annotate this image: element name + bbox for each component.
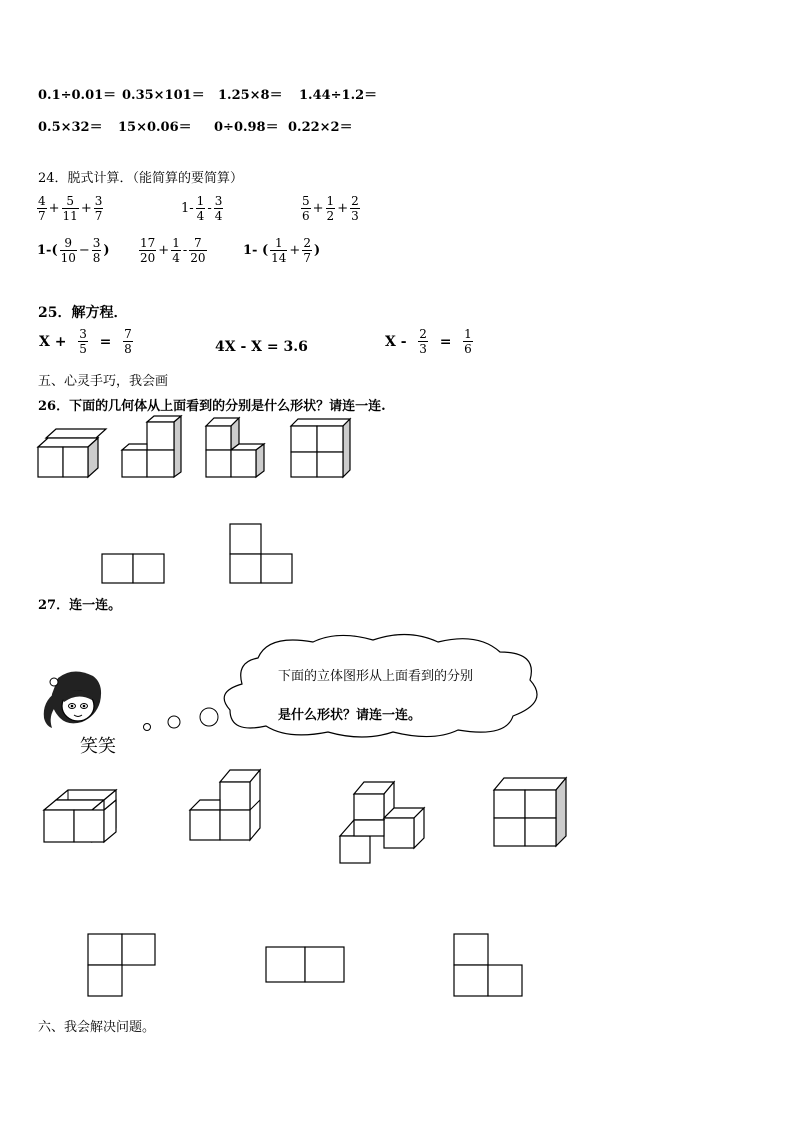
q24-expr-6: 1- ( $\frac{1}{14}$ + $\frac{2}{7}$ ) — [243, 236, 321, 265]
cube-figure-a — [44, 790, 116, 842]
section-5-heading: 五、心灵手巧，我会画 — [38, 374, 169, 389]
top-view-l-shape — [454, 934, 522, 996]
top-view-l-shape — [230, 524, 292, 583]
oral-item: 15×0.06＝ — [118, 120, 192, 135]
girl-illustration — [38, 668, 108, 730]
thought-bubble — [138, 630, 568, 742]
top-view-reverse-l — [88, 934, 155, 996]
top-view-1x2 — [102, 554, 164, 583]
cube-figure-1 — [38, 429, 106, 477]
oral-item: 0.35×101＝ — [122, 88, 205, 103]
q24-expr-4: 1-( $\frac{9}{10}$ − $\frac{3}{8}$ ) — [37, 236, 110, 265]
bubble-text-line-1: 下面的立体图形从上面看到的分别 — [278, 669, 474, 684]
oral-item: 0÷0.98＝ — [214, 120, 279, 135]
q25-title: 25．解方程． — [38, 305, 128, 321]
q25-eq-3: X - $\frac{2}{3}$ = $\frac{1}{6}$ — [385, 327, 472, 356]
q25-eq-1: X + $\frac{3}{5}$ = $\frac{7}{8}$ — [39, 327, 132, 356]
top-view-1x2 — [266, 947, 344, 982]
cube-figure-4 — [291, 419, 350, 477]
q27-title: 27．连一连。 — [38, 598, 122, 613]
oral-item: 0.1÷0.01＝ — [38, 88, 117, 103]
cube-figure-3 — [206, 418, 264, 477]
q24-expr-2: 1- $\frac{1}{4}$ - $\frac{3}{4}$ — [181, 194, 223, 223]
q24-title: 24．脱式计算．（能简算的要简算） — [38, 171, 244, 186]
q24-expr-1: $\frac{4}{7}$ + $\frac{5}{11}$ + $\frac{3}{7}$ — [38, 194, 103, 223]
q24-expr-3: $\frac{5}{6}$ + $\frac{1}{2}$ + $\frac{2}{3}$ — [302, 194, 359, 223]
q25-eq-2: 4X - X = 3.6 — [215, 339, 308, 355]
oral-item: 0.22×2＝ — [288, 120, 353, 135]
section-6-heading: 六、我会解决问题。 — [38, 1020, 156, 1035]
q27-top-views — [84, 928, 534, 1002]
cube-figure-2 — [122, 416, 181, 477]
q24-expr-5: $\frac{17}{20}$ + $\frac{1}{4}$ - $\frac{7}{20}$ — [140, 236, 206, 265]
oral-item: 1.25×8＝ — [218, 88, 283, 103]
oral-item: 0.5×32＝ — [38, 120, 103, 135]
q27-cube-figures — [38, 764, 578, 868]
q26-top-views — [98, 520, 298, 590]
bubble-text-line-2: 是什么形状？请连一连。 — [278, 708, 422, 723]
girl-caption: 笑笑 — [80, 736, 116, 757]
q26-cube-figures — [34, 414, 364, 484]
cube-figure-b — [190, 770, 260, 840]
cube-figure-d — [494, 778, 566, 846]
cube-figure-c — [340, 782, 424, 863]
oral-item: 1.44÷1.2＝ — [299, 88, 378, 103]
q26-title: 26．下面的几何体从上面看到的分别是什么形状？请连一连. — [38, 399, 386, 414]
